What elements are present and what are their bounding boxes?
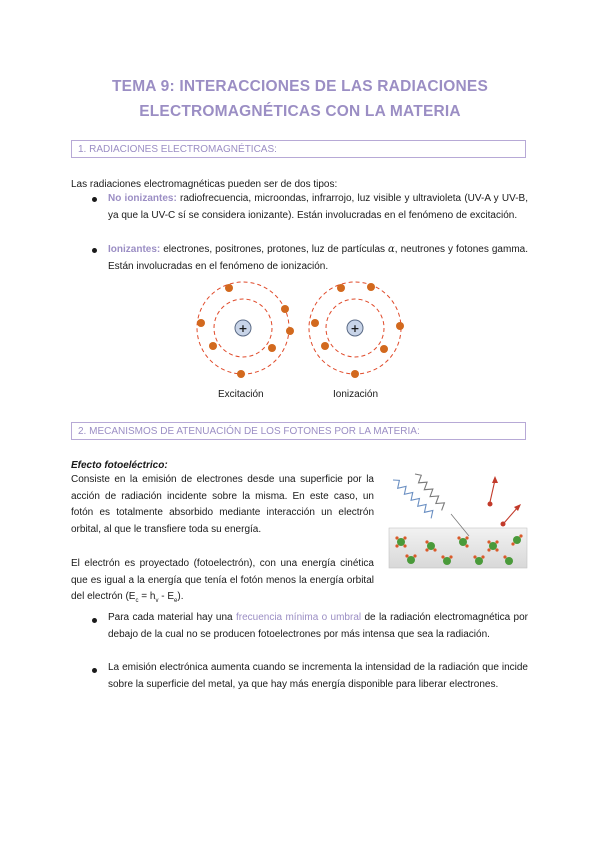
para2-text-d: ). (177, 591, 184, 603)
paragraph-photoelectric-1: Consiste en la emisión de electrones desde una superficie por la acción de radiación incidente sobre la misma. En este caso, un fotón es totalmente absorbido mediante interacción un electrón orbital, al que le transfiere toda su energía. (71, 474, 374, 536)
para2-text-c: - E (158, 591, 175, 603)
arrow-head (492, 476, 498, 483)
section-1-heading: 1. RADIACIONES ELECTROMAGNÉTICAS: (71, 140, 526, 158)
subscript-e: e (174, 598, 178, 605)
electron-trajectory (504, 507, 518, 523)
para2-text-a: El electrón es proyectado (fotoelectrón), con una energía cinética que es igual a la energía que tenía el fotón menos la energía orbital del electrón (E (71, 558, 374, 603)
nucleus-plus-sign: + (350, 322, 360, 335)
electron (268, 344, 276, 352)
subscript-v: v (155, 598, 159, 605)
bullet-2-text-b: , neutrones y fotones gamma. Están involucradas en el fenómeno de ionización. (108, 244, 528, 272)
bullet-intensidad: La emisión electrónica aumenta cuando se incrementa la intensidad de la radiación que incide sobre la superficie del metal, ya que hay más energía disponible para liberar electrones. (108, 662, 528, 690)
caption-ionizacion: Ionización (333, 389, 379, 400)
photoelectron (501, 522, 506, 527)
caption-excitacion: Excitación (218, 389, 264, 400)
bullet-3-text-b: de la radiación electromagnética por debajo de la cual no se producen fotoelectrones por más intensa que sea la radiación. (108, 612, 529, 640)
photon-wave (391, 477, 436, 518)
electron-trajectory (490, 480, 495, 502)
electron (311, 319, 319, 327)
electron (321, 342, 329, 350)
bullet-3-text-a: Para cada material hay una (108, 612, 236, 623)
term-no-ionizantes: No ionizantes: (108, 193, 177, 204)
bullet-frecuencia-umbral (108, 610, 528, 643)
photoelectric-figure (387, 466, 530, 571)
bullet-dot (92, 248, 97, 253)
bullet-dot (92, 197, 97, 202)
title-line-2: ELECTROMAGNÉTICAS CON LA MATERIA (139, 103, 461, 120)
bullet-1-text: radiofrecuencia, microondas, infrarrojo, luz visible y ultravioleta (UV-A y UV-B, ya que la UV-C sí se considera ionizante). Están involucradas en el fenómeno de excitación. (108, 193, 528, 221)
electron (396, 322, 404, 330)
photoelectron (488, 502, 493, 507)
section-2-heading: 2. MECANISMOS DE ATENUACIÓN DE LOS FOTONES POR LA MATERIA: (71, 422, 526, 440)
electron (237, 370, 245, 378)
bullet-dot (92, 618, 97, 623)
term-ionizantes: Ionizantes: (108, 244, 161, 255)
electron (225, 284, 233, 292)
page-title (60, 74, 540, 124)
electron (197, 319, 205, 327)
electron (281, 305, 289, 313)
electron (337, 284, 345, 292)
bullet-dot (92, 668, 97, 673)
electron (351, 370, 359, 378)
electron (286, 327, 294, 335)
term-frecuencia-umbral: frecuencia mínima o umbral (235, 612, 362, 623)
section-1-intro: Las radiaciones electromagnéticas pueden ser de dos tipos: (71, 179, 338, 190)
nucleus-plus-sign: + (238, 322, 248, 335)
electron (367, 283, 375, 291)
paragraph-photoelectric-2 (71, 556, 374, 610)
bullet-ionizantes (108, 242, 528, 275)
bullet-no-ionizantes (108, 191, 528, 224)
para2-text-b: = h (138, 591, 156, 603)
alpha-symbol: α (388, 244, 395, 255)
electron (380, 345, 388, 353)
atom-excitation (197, 282, 294, 378)
title-line-1: TEMA 9: INTERACCIONES DE LAS RADIACIONES (111, 78, 488, 95)
electron (209, 342, 217, 350)
atom-ionization (309, 282, 404, 378)
subscript-c: c (135, 598, 139, 605)
bullet-2-text-a: electrones, positrones, protones, luz de partículas (160, 244, 389, 255)
atom-figure (188, 276, 413, 386)
subheading-efecto-fotoelectrico: Efecto fotoeléctrico: (71, 460, 168, 471)
